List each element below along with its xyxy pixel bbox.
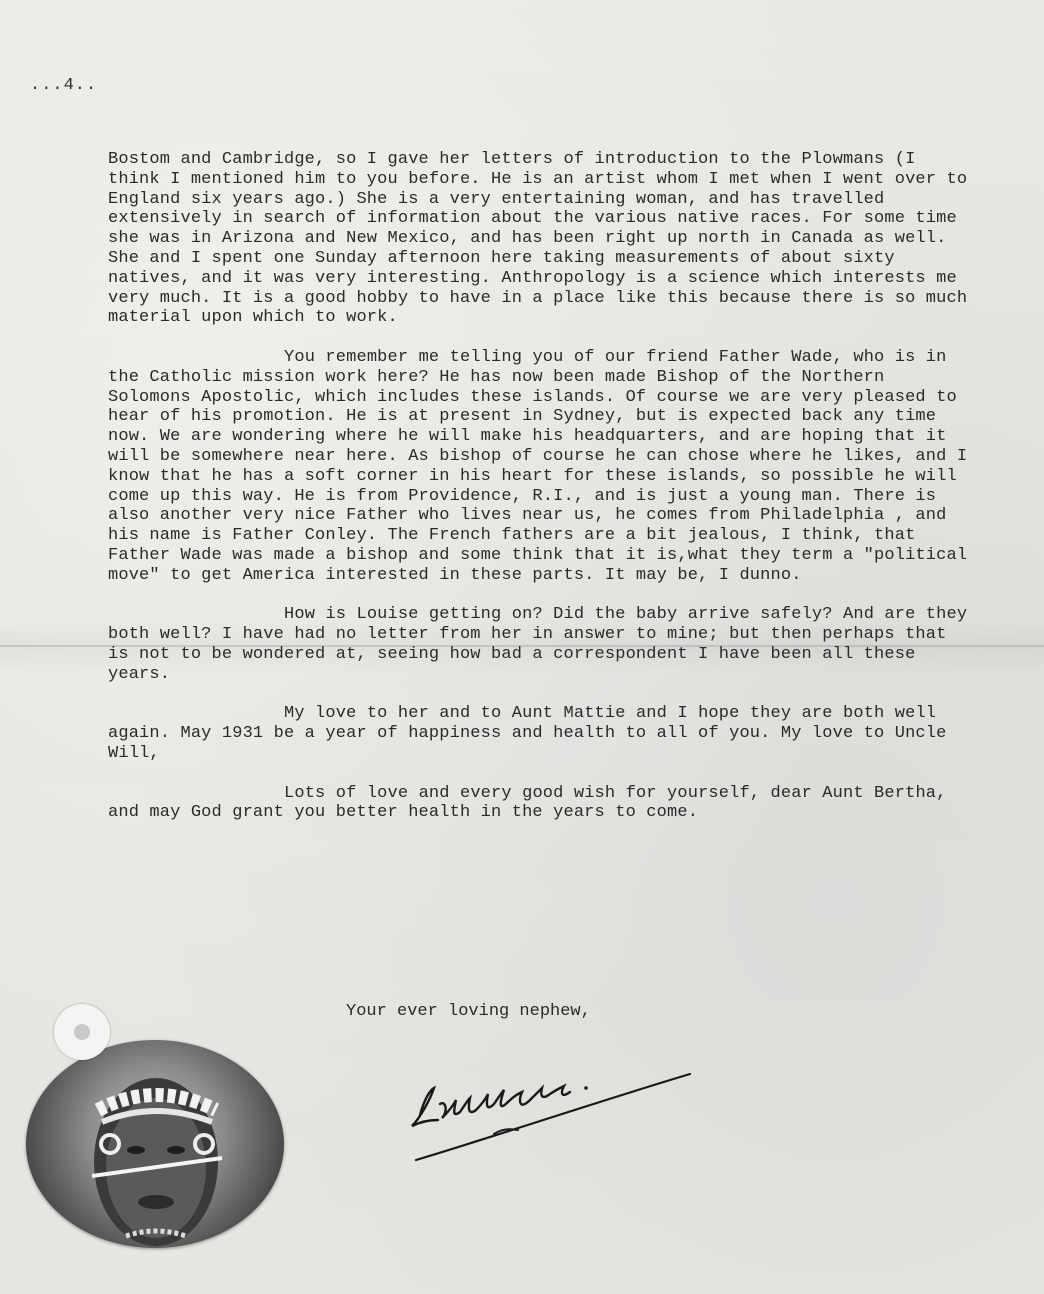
portrait-photo-icon — [26, 1040, 284, 1248]
signature — [390, 1060, 710, 1170]
paragraph: My love to her and to Aunt Mattie and I hope they are both well again. May 1931 be a year of happiness and health to all of you. My love to Uncle Will, — [108, 704, 947, 763]
paragraph: Lots of love and every good wish for yourself, dear Aunt Bertha, and may God grant you better health in the years to come. — [108, 783, 947, 823]
portrait-photo — [26, 1040, 286, 1250]
paragraph: You remember me telling you of our friend Father Wade, who is in the Catholic mission work here? He has now been made Bishop of the Northern Solomons Apostolic, which includes these islands. Of course we are very pleased to hear of his promotion. He is at present in Sydney, but is expected back any time now. We are wondering where he will make his headquarters, and are hoping that it will be somewhere near here. As bishop of course he can chose where he likes, and I know that he has a soft corner in his heart for these islands, so possible he will come up this way. He is from Providence, R.I., and is just a young man. There is also another very nice Father who lives near us, he comes from Philadelphia , and his name is Father Conley. The French fathers are a bit jealous, I think, that Father Wade was made a bishop and some think that it is,what they term a "political move" to get America interested in these parts. It may be, I dunno. — [108, 347, 968, 585]
signature-graphic — [390, 1060, 710, 1170]
closing-line: Your ever loving nephew, — [346, 1002, 591, 1021]
tab-hole — [74, 1024, 90, 1040]
page-number: ...4.. — [30, 76, 98, 95]
letter-body — [108, 150, 968, 843]
portrait-graphic — [26, 1040, 284, 1248]
paragraph: How is Louise getting on? Did the baby arrive safely? And are they both well? I have had no letter from her in answer to mine; but then perhaps that is not to be wondered at, seeing how bad a correspondent I have been all these years. — [108, 605, 968, 684]
paragraph: Bostom and Cambridge, so I gave her letters of introduction to the Plowmans (I think I mentioned him to you before. He is an artist whom I met when I went over to England six years ago.) She is a very entertaining woman, and has travelled extensively in search of information about the various native races. For some time she was in Arizona and New Mexico, and has been right up north in Canada as well. She and I spent one Sunday afternoon here taking measurements of about sixty natives, and it was very interesting. Anthropology is a science which interests me very much. It is a good hobby to have in a place like this because there is so much material upon which to work. — [108, 150, 968, 328]
photo-mount-tab — [54, 1004, 110, 1060]
